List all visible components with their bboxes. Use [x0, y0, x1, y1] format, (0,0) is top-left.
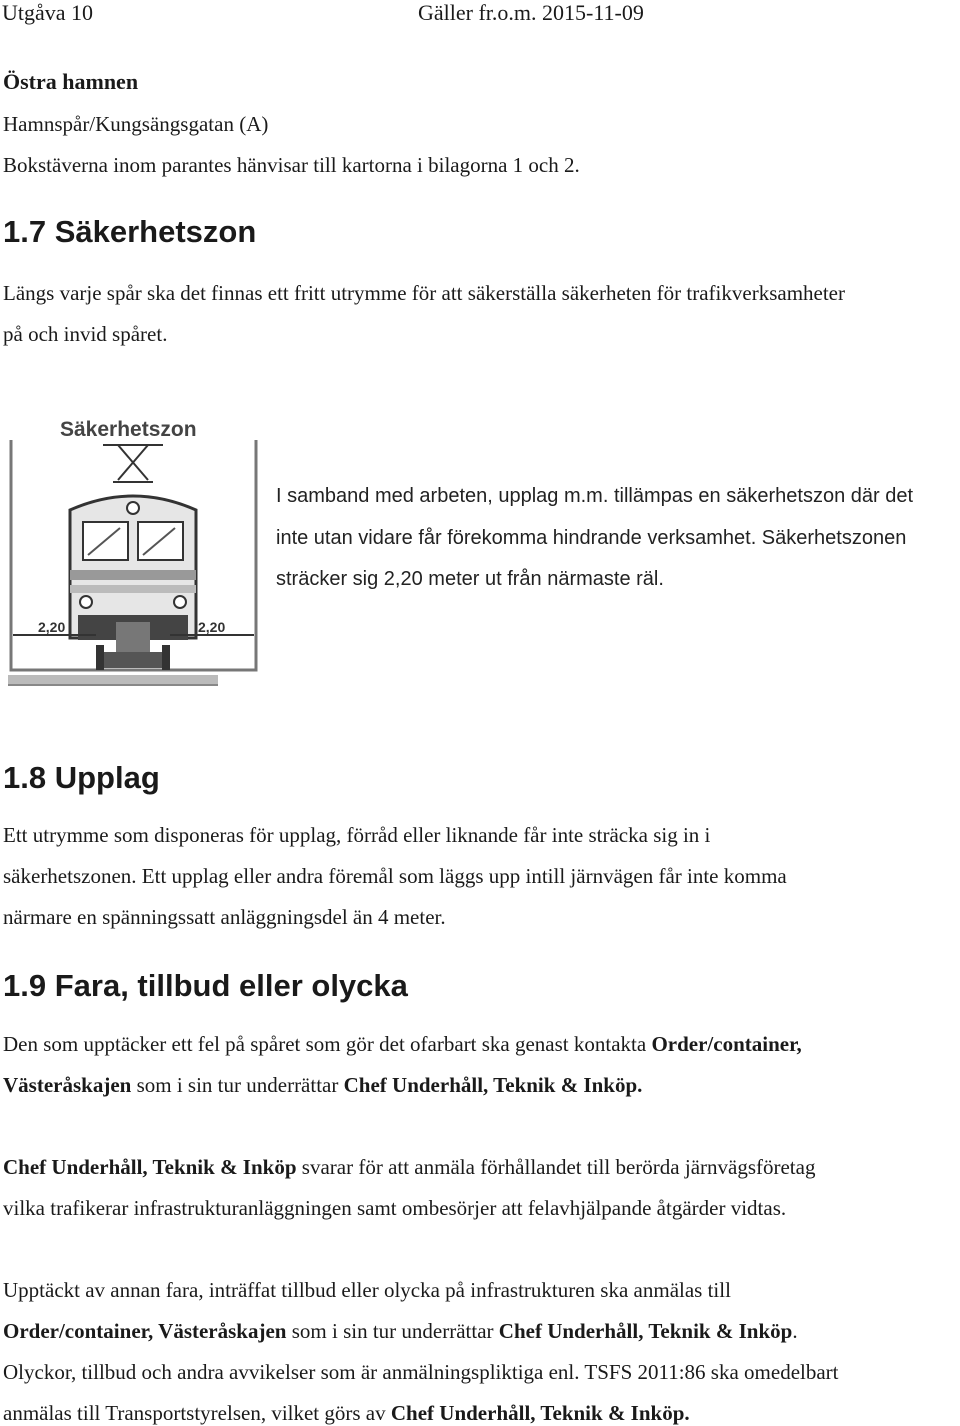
pantograph-icon [103, 445, 163, 482]
incident-p3-line3: Olyckor, tillbud och andra avvikelser som är anmälningspliktiga enl. TSFS 2011:86 ska omedelbart [3, 1360, 839, 1384]
incident-p2-line1-text: svarar för att anmäla förhållandet till berörda järnvägsföretag [296, 1155, 816, 1179]
storage-line3: närmare en spänningssatt anläggningsdel än 4 meter. [3, 905, 446, 929]
right-rail [162, 645, 170, 670]
contact-chef-underhall-4: Chef Underhåll, Teknik & Inköp. [390, 1401, 690, 1425]
incident-p2-line2: vilka trafikerar infrastrukturanläggningen samt ombesörjer att felavhjälpande åtgärder vidtas. [3, 1196, 787, 1220]
incident-p3-line2-end: . [792, 1319, 798, 1343]
left-rail [96, 645, 104, 670]
contact-vasteraskajen: Västeråskajen [3, 1073, 132, 1097]
left-dimension-label: 2,20 [38, 619, 66, 635]
incident-p3-line4-text: anmälas till Transportstyrelsen, vilket görs av [3, 1401, 391, 1425]
contact-chef-underhall-3: Chef Underhåll, Teknik & Inköp [498, 1319, 793, 1343]
safety-zone-side-line3: sträcker sig 2,20 meter ut från närmaste räl. [276, 568, 664, 590]
safety-zone-side-line2: inte utan vidare får förekomma hindrande verksamhet. Säkerhetszonen [276, 527, 907, 549]
safety-zone-intro-line1: Längs varje spår ska det finnas ett fritt utrymme för att säkerställa säkerheten för trafikverksamheter [3, 281, 845, 305]
edition-label: Utgåva 10 [2, 0, 94, 25]
contact-chef-underhall: Chef Underhåll, Teknik & Inköp. [343, 1073, 643, 1097]
incident-p3-line4 [3, 1401, 690, 1426]
valid-from-label: Gäller fr.o.m. 2015-11-09 [418, 0, 644, 25]
incident-p3-line2 [3, 1319, 798, 1344]
figure-title: Säkerhetszon [60, 418, 197, 441]
section-heading-storage: 1.8 Upplag [3, 760, 160, 795]
safety-zone-illustration [8, 410, 263, 700]
storage-line2: säkerhetszonen. Ett upplag eller andra föremål som läggs upp intill järnvägen får inte komma [3, 864, 787, 888]
right-dimension-label: 2,20 [198, 619, 226, 635]
incident-p1-line1 [3, 1032, 802, 1057]
section-heading-safety-zone: 1.7 Säkerhetszon [3, 214, 257, 249]
safety-zone-intro-line2: på och invid spåret. [3, 322, 168, 346]
incident-p2-line1 [3, 1155, 815, 1180]
location-title: Östra hamnen [3, 69, 139, 94]
safety-zone-side-line1: I samband med arbeten, upplag m.m. tillämpas en säkerhetszon där det [276, 485, 914, 507]
incident-p1-line2 [3, 1073, 642, 1098]
location-note: Bokstäverna inom parantes hänvisar till kartorna i bilagorna 1 och 2. [3, 153, 580, 177]
incident-p1-line2-text: som i sin tur underrättar [131, 1073, 344, 1097]
section-heading-incident: 1.9 Fara, tillbud eller olycka [3, 968, 408, 1003]
location-subtitle: Hamnspår/Kungsängsgatan (A) [3, 112, 269, 136]
incident-p3-line2-text: som i sin tur underrättar [286, 1319, 499, 1343]
contact-chef-underhall-2: Chef Underhåll, Teknik & Inköp [3, 1155, 297, 1179]
incident-p1-line1-text: Den som upptäcker ett fel på spåret som gör det ofarbart ska genast kontakta [3, 1032, 652, 1056]
storage-line1: Ett utrymme som disponeras för upplag, förråd eller liknande får inte sträcka sig in i [3, 823, 711, 847]
contact-order-container-2: Order/container, Västeråskajen [3, 1319, 287, 1343]
locomotive-icon [70, 496, 196, 668]
contact-order-container: Order/container, [651, 1032, 802, 1056]
incident-p3-line1: Upptäckt av annan fara, inträffat tillbud eller olycka på infrastrukturen ska anmälas till [3, 1278, 731, 1302]
